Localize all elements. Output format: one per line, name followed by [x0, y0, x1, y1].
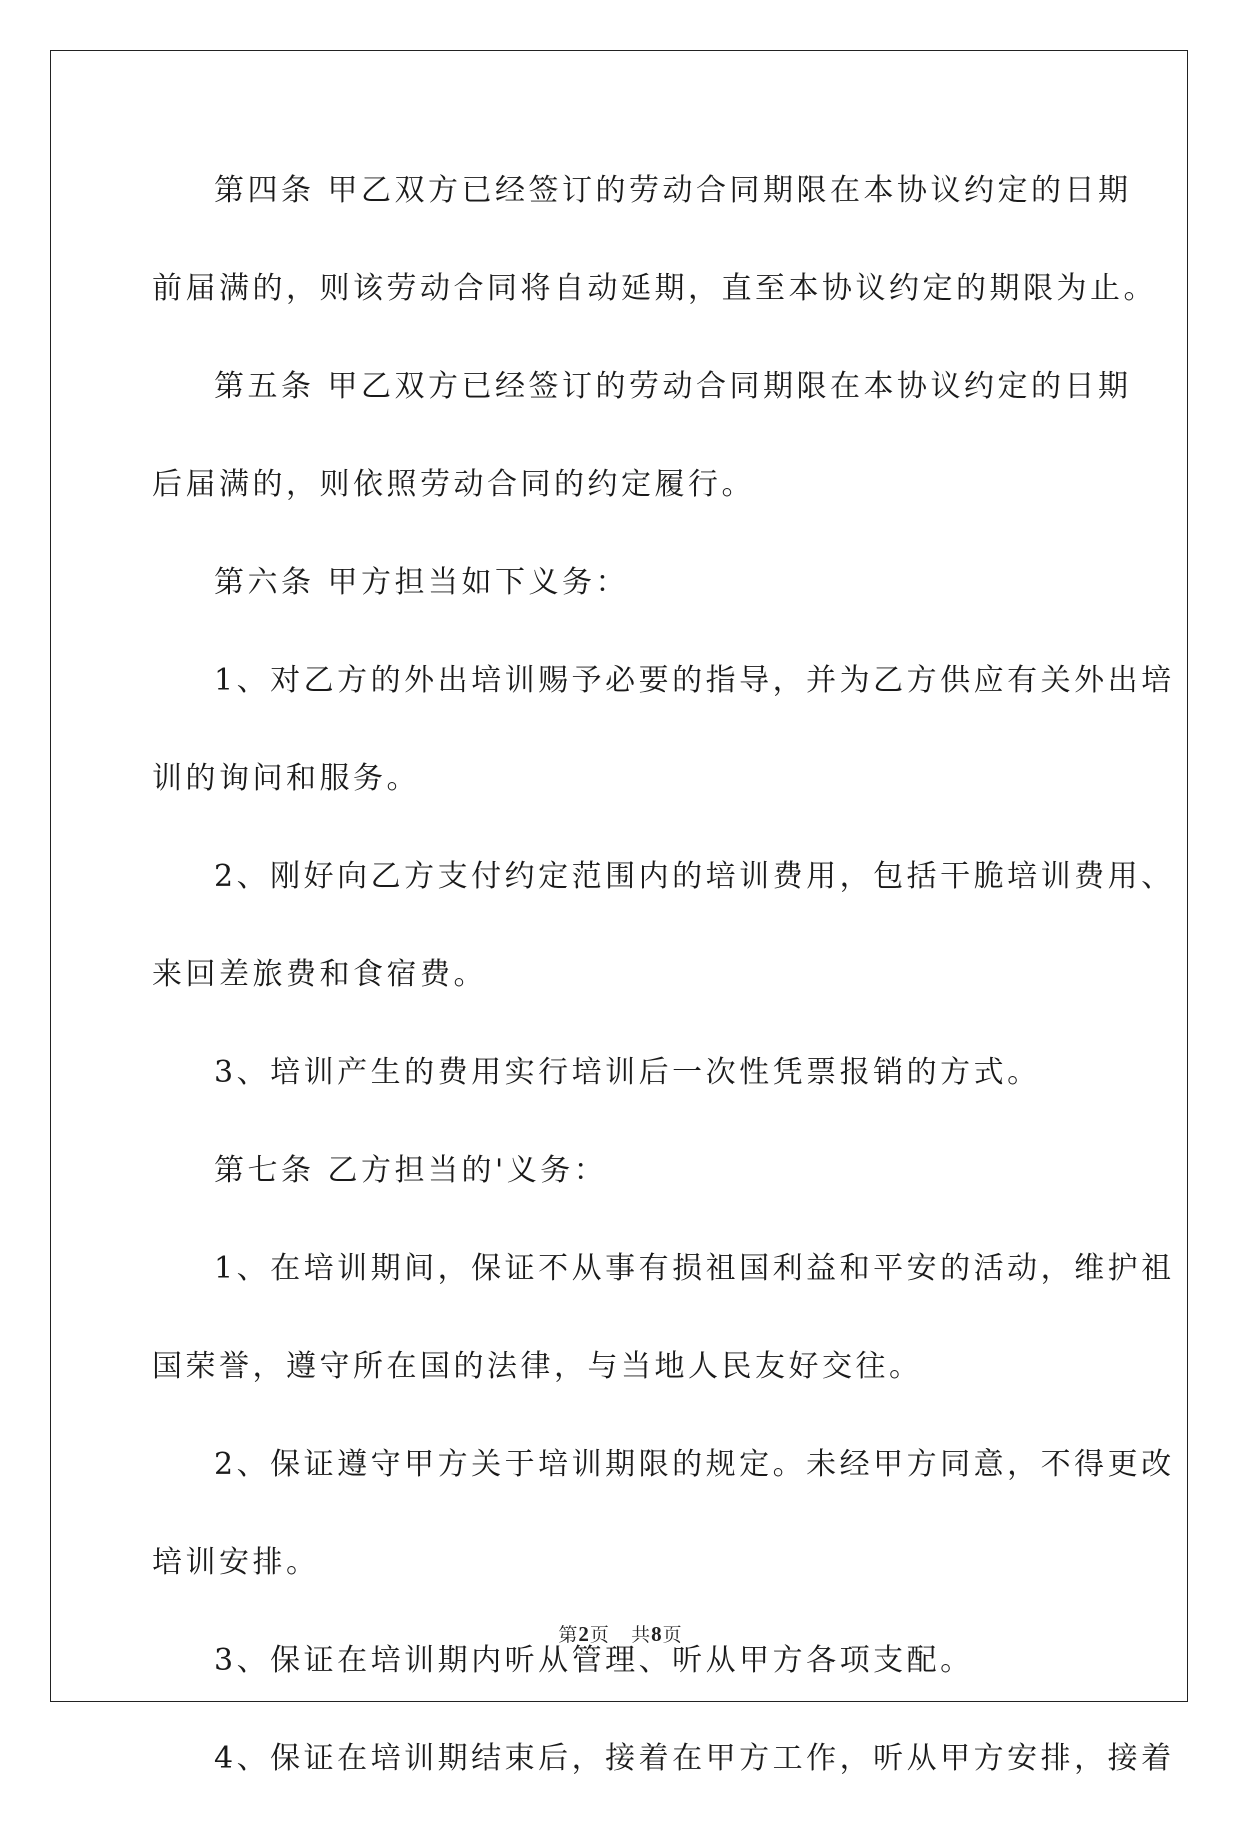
text-line: 3、保证在培训期内听从管理、听从甲方各项支配。 [214, 1643, 974, 1678]
text-line: 前届满的，则该劳动合同将自动延期，直至本协议约定的期限为止。 [152, 271, 1157, 306]
text-line: 培训安排。 [152, 1545, 320, 1580]
text-line: 3、培训产生的费用实行培训后一次性凭票报销的方式。 [214, 1055, 1041, 1090]
text-line: 来回差旅费和食宿费。 [152, 957, 487, 992]
text-line: 4、保证在培训期结束后，接着在甲方工作，听从甲方安排，接着 [214, 1741, 1175, 1776]
text-line: 1、对乙方的外出培训赐予必要的指导，并为乙方供应有关外出培 [214, 663, 1175, 698]
total-pages-number: 8 [651, 1622, 663, 1646]
text-line: 第六条 甲方担当如下义务： [214, 565, 630, 600]
text-line: 训的询问和服务。 [152, 761, 420, 796]
text-line: 2、刚好向乙方支付约定范围内的培训费用，包括干脆培训费用、 [214, 859, 1175, 894]
document-body [152, 157, 1175, 1823]
text-line: 第四条 甲乙双方已经签订的劳动合同期限在本协议约定的日期 [214, 173, 1132, 208]
text-line: 后届满的，则依照劳动合同的约定履行。 [152, 467, 755, 502]
text-line: 2、保证遵守甲方关于培训期限的规定。未经甲方同意，不得更改 [214, 1447, 1175, 1482]
footer-total-suffix: 页 [662, 1624, 683, 1646]
footer-prefix: 第 [558, 1624, 579, 1646]
text-line: 第五条 甲乙双方已经签订的劳动合同期限在本协议约定的日期 [214, 369, 1132, 404]
page-footer [0, 1620, 1241, 1647]
text-line: 第七条 乙方担当的'义务： [214, 1153, 608, 1188]
text-line: 国荣誉，遵守所在国的法律，与当地人民友好交往。 [152, 1349, 923, 1384]
footer-page-word: 页 [589, 1624, 610, 1646]
text-line: 1、在培训期间，保证不从事有损祖国利益和平安的活动，维护祖 [214, 1251, 1175, 1286]
current-page-number: 2 [578, 1622, 590, 1646]
footer-total-prefix: 共 [631, 1624, 652, 1646]
